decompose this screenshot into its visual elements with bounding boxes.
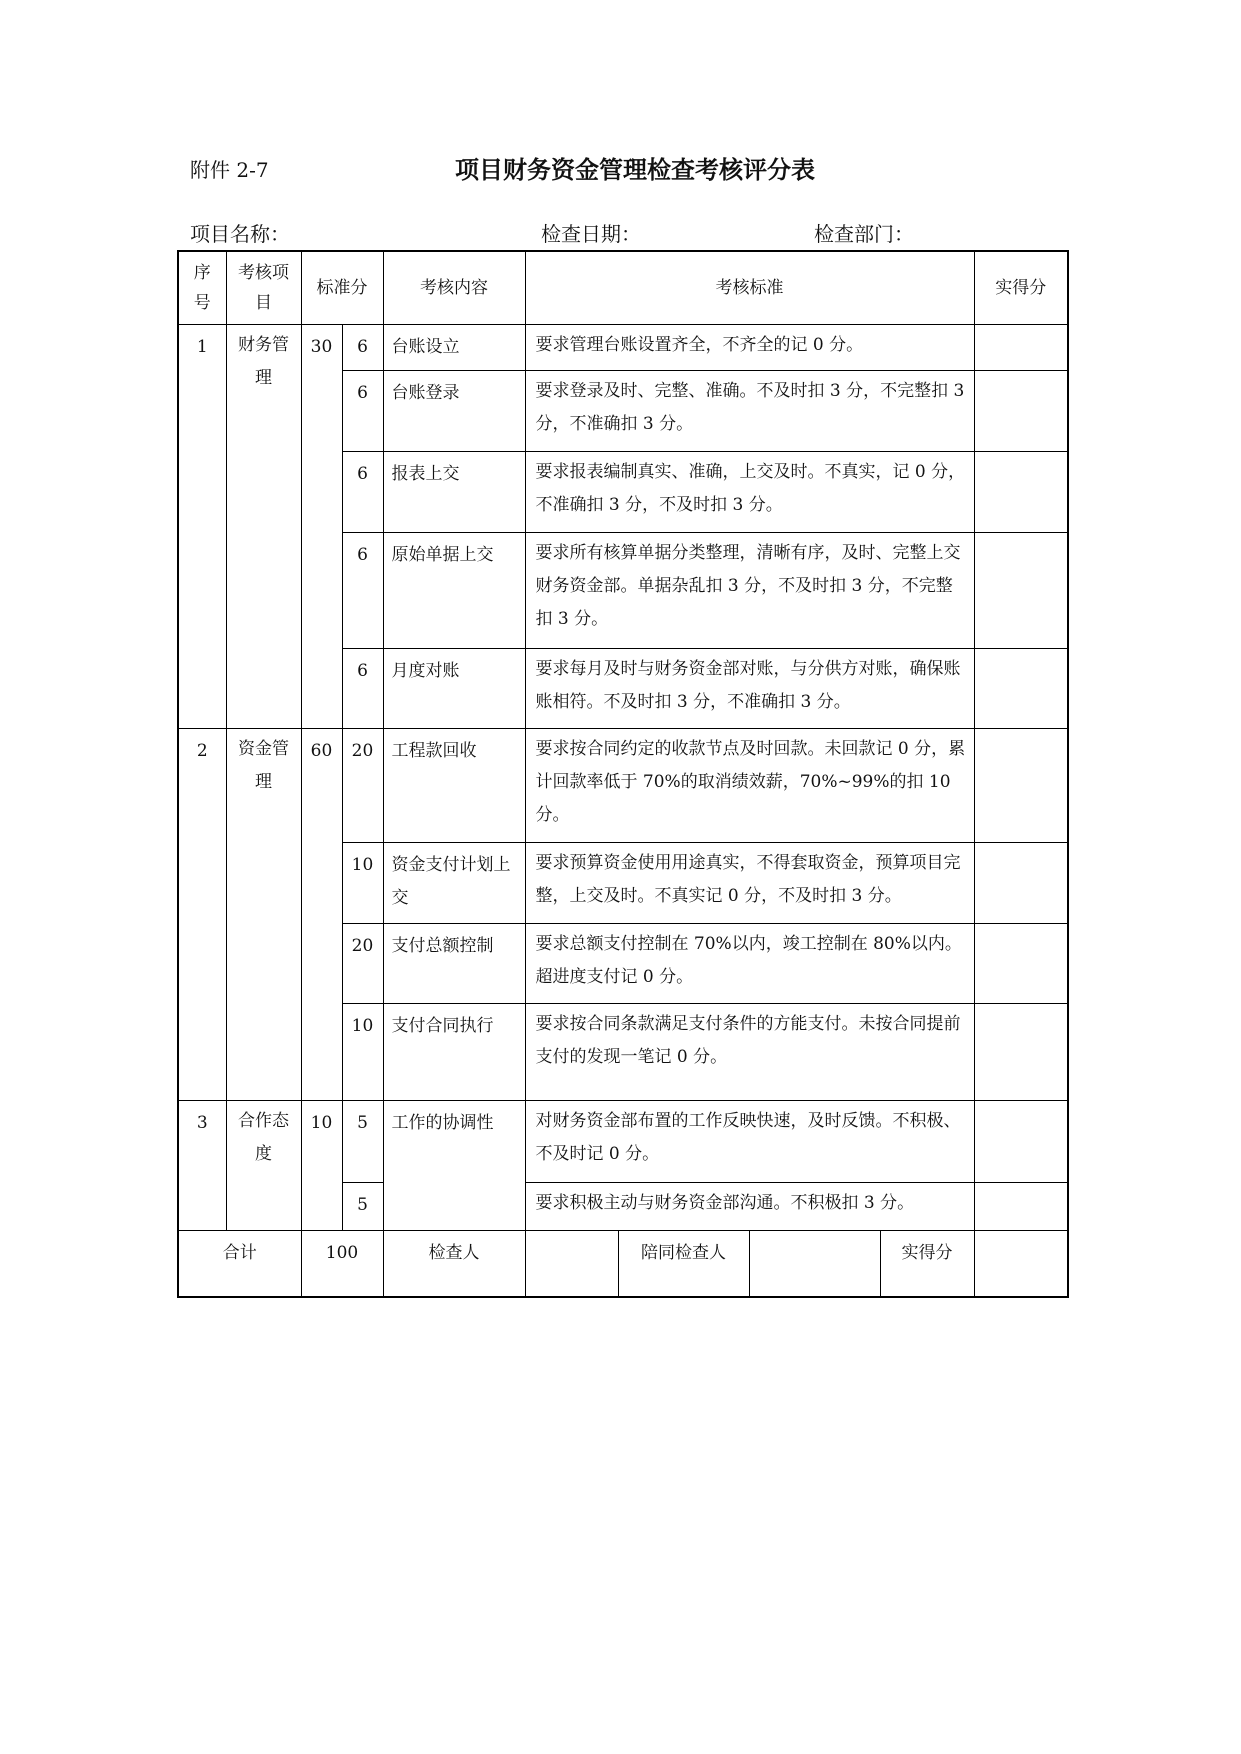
inspector-label: 检查人 bbox=[383, 1231, 525, 1297]
project-name-label: 项目名称： bbox=[190, 222, 290, 246]
actual-score-cell[interactable] bbox=[974, 371, 1068, 452]
accompany-inspector-input[interactable] bbox=[749, 1231, 880, 1297]
scoring-table bbox=[177, 250, 1069, 1298]
item-content: 工作的协调性 bbox=[383, 1101, 525, 1231]
item-content: 台账设立 bbox=[383, 325, 525, 371]
item-criteria: 要求每月及时与财务资金部对账，与分供方对账，确保账账相符。不及时扣 3 分，不准确扣 3 分。 bbox=[525, 649, 974, 729]
header-seq: 序号 bbox=[178, 251, 226, 325]
item-content: 台账登录 bbox=[383, 371, 525, 452]
item-score: 20 bbox=[342, 729, 383, 843]
item-content: 支付合同执行 bbox=[383, 1004, 525, 1101]
item-criteria: 要求按合同约定的收款节点及时回款。未回款记 0 分，累计回款率低于 70%的取消绩效薪，70%~99%的扣 10 分。 bbox=[525, 729, 974, 843]
item-criteria: 要求积极主动与财务资金部沟通。不积极扣 3 分。 bbox=[525, 1183, 974, 1231]
item-score: 20 bbox=[342, 924, 383, 1004]
item-criteria: 对财务资金部布置的工作反映快速，及时反馈。不积极、不及时记 0 分。 bbox=[525, 1101, 974, 1183]
group-seq: 1 bbox=[178, 325, 226, 729]
header-content: 考核内容 bbox=[383, 251, 525, 325]
actual-score-cell[interactable] bbox=[974, 1004, 1068, 1101]
item-score: 6 bbox=[342, 649, 383, 729]
item-score: 6 bbox=[342, 452, 383, 533]
item-content: 月度对账 bbox=[383, 649, 525, 729]
total-value: 100 bbox=[301, 1231, 383, 1297]
group-total-score: 30 bbox=[301, 325, 342, 729]
item-criteria: 要求总额支付控制在 70%以内，竣工控制在 80%以内。超进度支付记 0 分。 bbox=[525, 924, 974, 1004]
group-item: 合作态度 bbox=[226, 1101, 301, 1231]
header-actual-score: 实得分 bbox=[974, 251, 1068, 325]
group-total-score: 10 bbox=[301, 1101, 342, 1231]
header-row bbox=[178, 251, 1068, 325]
header-standard-score: 标准分 bbox=[301, 251, 383, 325]
check-date-label: 检查日期： bbox=[541, 222, 641, 246]
group-item: 财务管理 bbox=[226, 325, 301, 729]
item-content: 支付总额控制 bbox=[383, 924, 525, 1004]
item-criteria: 要求所有核算单据分类整理，清晰有序，及时、完整上交财务资金部。单据杂乱扣 3 分，不及时扣 3 分，不完整扣 3 分。 bbox=[525, 533, 974, 649]
group-seq: 3 bbox=[178, 1101, 226, 1231]
actual-total-label: 实得分 bbox=[880, 1231, 974, 1297]
group-seq: 2 bbox=[178, 729, 226, 1101]
actual-score-cell[interactable] bbox=[974, 1101, 1068, 1183]
item-score: 5 bbox=[342, 1183, 383, 1231]
item-content: 工程款回收 bbox=[383, 729, 525, 843]
actual-score-cell[interactable] bbox=[974, 325, 1068, 371]
item-score: 6 bbox=[342, 371, 383, 452]
group-total-score: 60 bbox=[301, 729, 342, 1101]
header-criteria: 考核标准 bbox=[525, 251, 974, 325]
annex-number: 附件 2-7 bbox=[190, 158, 269, 182]
accompany-inspector-label: 陪同检查人 bbox=[618, 1231, 749, 1297]
document-title: 项目财务资金管理检查考核评分表 bbox=[455, 156, 815, 184]
footer-row bbox=[178, 1231, 1068, 1297]
item-criteria: 要求按合同条款满足支付条件的方能支付。未按合同提前支付的发现一笔记 0 分。 bbox=[525, 1004, 974, 1101]
item-score: 10 bbox=[342, 1004, 383, 1101]
item-score: 6 bbox=[342, 533, 383, 649]
actual-score-cell[interactable] bbox=[974, 452, 1068, 533]
actual-score-cell[interactable] bbox=[974, 729, 1068, 843]
actual-score-cell[interactable] bbox=[974, 533, 1068, 649]
item-content: 资金支付计划上交 bbox=[383, 843, 525, 924]
item-criteria: 要求报表编制真实、准确，上交及时。不真实，记 0 分，不准确扣 3 分，不及时扣 3 分。 bbox=[525, 452, 974, 533]
check-department-label: 检查部门： bbox=[814, 222, 914, 246]
header-item: 考核项目 bbox=[226, 251, 301, 325]
actual-score-cell[interactable] bbox=[974, 924, 1068, 1004]
table-row bbox=[178, 325, 1068, 371]
item-score: 10 bbox=[342, 843, 383, 924]
item-content: 报表上交 bbox=[383, 452, 525, 533]
actual-score-cell[interactable] bbox=[974, 843, 1068, 924]
inspector-input[interactable] bbox=[525, 1231, 618, 1297]
item-criteria: 要求预算资金使用用途真实，不得套取资金，预算项目完整，上交及时。不真实记 0 分，不及时扣 3 分。 bbox=[525, 843, 974, 924]
table-row bbox=[178, 1101, 1068, 1183]
item-score: 6 bbox=[342, 325, 383, 371]
total-label: 合计 bbox=[178, 1231, 301, 1297]
item-criteria: 要求登录及时、完整、准确。不及时扣 3 分，不完整扣 3 分，不准确扣 3 分。 bbox=[525, 371, 974, 452]
actual-total-input[interactable] bbox=[974, 1231, 1068, 1297]
actual-score-cell[interactable] bbox=[974, 649, 1068, 729]
item-score: 5 bbox=[342, 1101, 383, 1183]
item-criteria: 要求管理台账设置齐全，不齐全的记 0 分。 bbox=[525, 325, 974, 371]
group-item: 资金管理 bbox=[226, 729, 301, 1101]
item-content: 原始单据上交 bbox=[383, 533, 525, 649]
actual-score-cell[interactable] bbox=[974, 1183, 1068, 1231]
table-row bbox=[178, 729, 1068, 843]
